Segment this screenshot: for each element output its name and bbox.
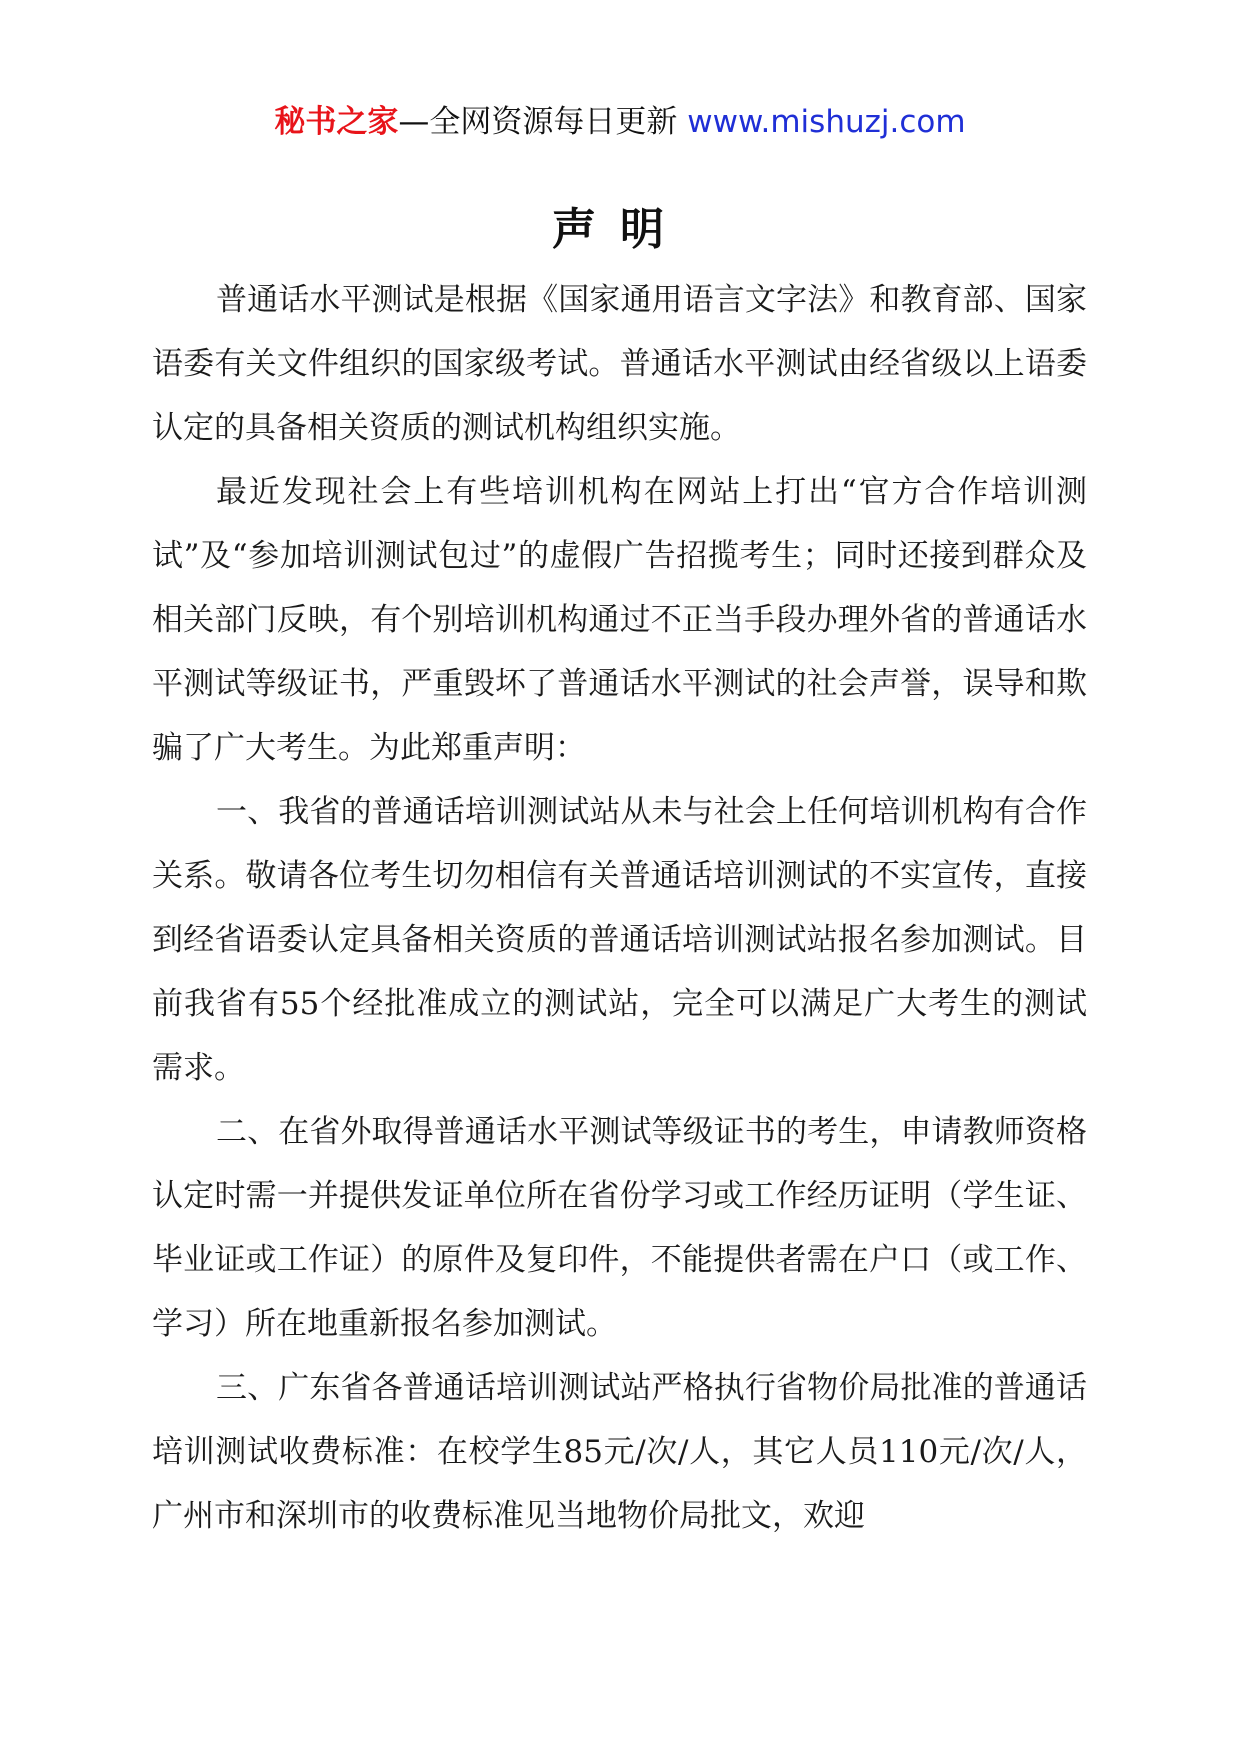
paragraph: 一、我省的普通话培训测试站从未与社会上任何培训机构有合作关系。敬请各位考生切勿相信有关普通话培训测试的不实宣传，直接到经省语委认定具备相关资质的普通话培训测试站报名参加测试。目前我省有55个经批准成立的测试站，完全可以满足广大考生的测试需求。 <box>152 794 1087 1086</box>
paragraph: 普通话水平测试是根据《国家通用语言文字法》和教育部、国家语委有关文件组织的国家级考试。普通话水平测试由经省级以上语委认定的具备相关资质的测试机构组织实施。 <box>152 282 1087 446</box>
document-body <box>152 268 1087 1548</box>
site-url-link[interactable]: www.mishuzj.com <box>687 104 966 140</box>
site-header <box>0 100 1240 144</box>
brand-name: 秘书之家 <box>274 104 399 140</box>
paragraph: 二、在省外取得普通话水平测试等级证书的考生，申请教师资格认定时需一并提供发证单位所在省份学习或工作经历证明（学生证、毕业证或工作证）的原件及复印件，不能提供者需在户口（或工作、学习）所在地重新报名参加测试。 <box>152 1114 1087 1342</box>
paragraph: 最近发现社会上有些培训机构在网站上打出“官方合作培训测试”及“参加培训测试包过”的虚假广告招揽考生；同时还接到群众及相关部门反映，有个别培训机构通过不正当手段办理外省的普通话水平测试等级证书，严重毁坏了普通话水平测试的社会声誉，误导和欺骗了广大考生。为此郑重声明： <box>152 474 1087 766</box>
paragraph: 三、广东省各普通话培训测试站严格执行省物价局批准的普通话培训测试收费标准：在校学生85元/次/人，其它人员110元/次/人，广州市和深圳市的收费标准见当地物价局批文，欢迎 <box>152 1370 1087 1534</box>
document-title: 声明 <box>552 204 688 255</box>
header-tagline: —全网资源每日更新 <box>398 104 688 140</box>
